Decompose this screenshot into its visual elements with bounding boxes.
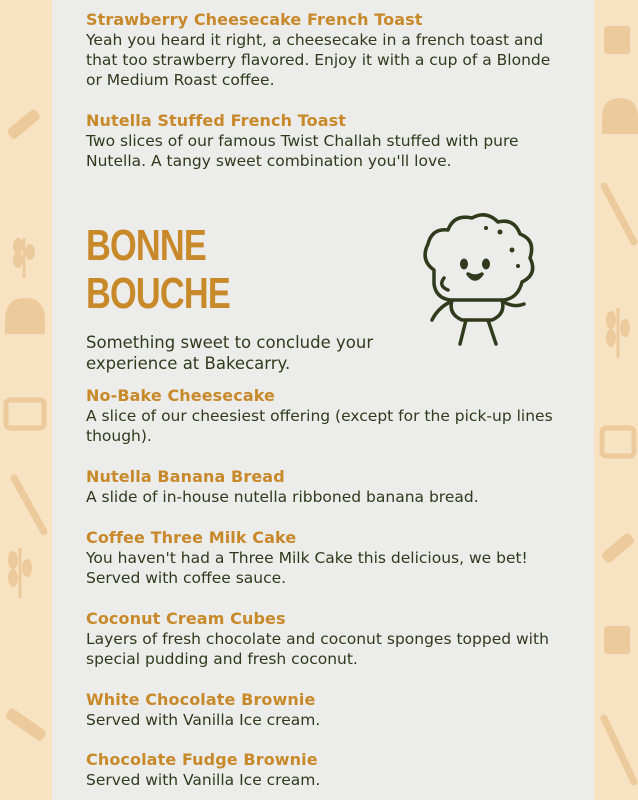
section-subtitle: Something sweet to conclude your experience at Bakecarry. (86, 333, 374, 373)
menu-item (86, 690, 556, 730)
menu-item (86, 386, 556, 446)
cake-tin-icon (2, 390, 48, 434)
menu-item-description: Layers of fresh chocolate and coconut sponges topped with special pudding and fresh coconut. (86, 630, 549, 668)
menu-item-description: A slide of in-house nutella ribboned banana bread. (86, 488, 479, 506)
menu-item-title: Strawberry Cheesecake French Toast (86, 10, 423, 29)
menu-item-description: Served with Vanilla Ice cream. (86, 711, 321, 729)
menu-item-description: A slice of our cheesiest offering (except for the pick-up lines though). (86, 407, 553, 445)
cup-icon (598, 620, 638, 660)
bread-icon (0, 290, 50, 340)
bread-icon (598, 90, 638, 140)
menu-item (86, 528, 556, 588)
menu-item-description: Two slices of our famous Twist Challah stuffed with pure Nutella. A tangy sweet combination you'll love. (86, 132, 519, 170)
menu-item-title: White Chocolate Brownie (86, 690, 316, 709)
menu-item-description: Yeah you heard it right, a cheesecake in a french toast and that too strawberry flavored. Enjoy it with a cup of a Blonde or Medium Roast coffee. (86, 31, 551, 89)
menu-item-title: No-Bake Cheesecake (86, 386, 276, 405)
menu-item (86, 111, 556, 171)
cake-tin-icon (598, 420, 638, 464)
muffin-mascot-icon (414, 208, 540, 354)
wheat-icon (0, 540, 40, 600)
menu-item-title: Coffee Three Milk Cake (86, 528, 297, 547)
section-title: BONNE BOUCHE (86, 221, 231, 318)
rolling-pin-icon (2, 100, 50, 160)
menu-item-description: You haven't had a Three Milk Cake this delicious, we bet! Served with coffee sauce. (86, 549, 528, 587)
wheat-icon (4, 230, 44, 280)
menu-item (86, 750, 556, 790)
menu-item-title: Coconut Cream Cubes (86, 609, 286, 628)
whisk-icon (598, 180, 638, 250)
cup-icon (598, 20, 638, 60)
menu-item-description: Served with Vanilla Ice cream. (86, 771, 321, 789)
menu-item-title: Nutella Stuffed French Toast (86, 111, 347, 130)
whisk-icon (598, 710, 638, 790)
menu-item-title: Chocolate Fudge Brownie (86, 750, 318, 769)
menu-item (86, 609, 556, 669)
menu-item-title: Nutella Banana Bread (86, 467, 285, 486)
rolling-pin-icon (598, 520, 638, 580)
whisk-icon (6, 470, 50, 540)
menu-item (86, 467, 556, 507)
rolling-pin-icon (0, 690, 50, 760)
wheat-icon (600, 300, 638, 360)
menu-item (86, 10, 556, 90)
